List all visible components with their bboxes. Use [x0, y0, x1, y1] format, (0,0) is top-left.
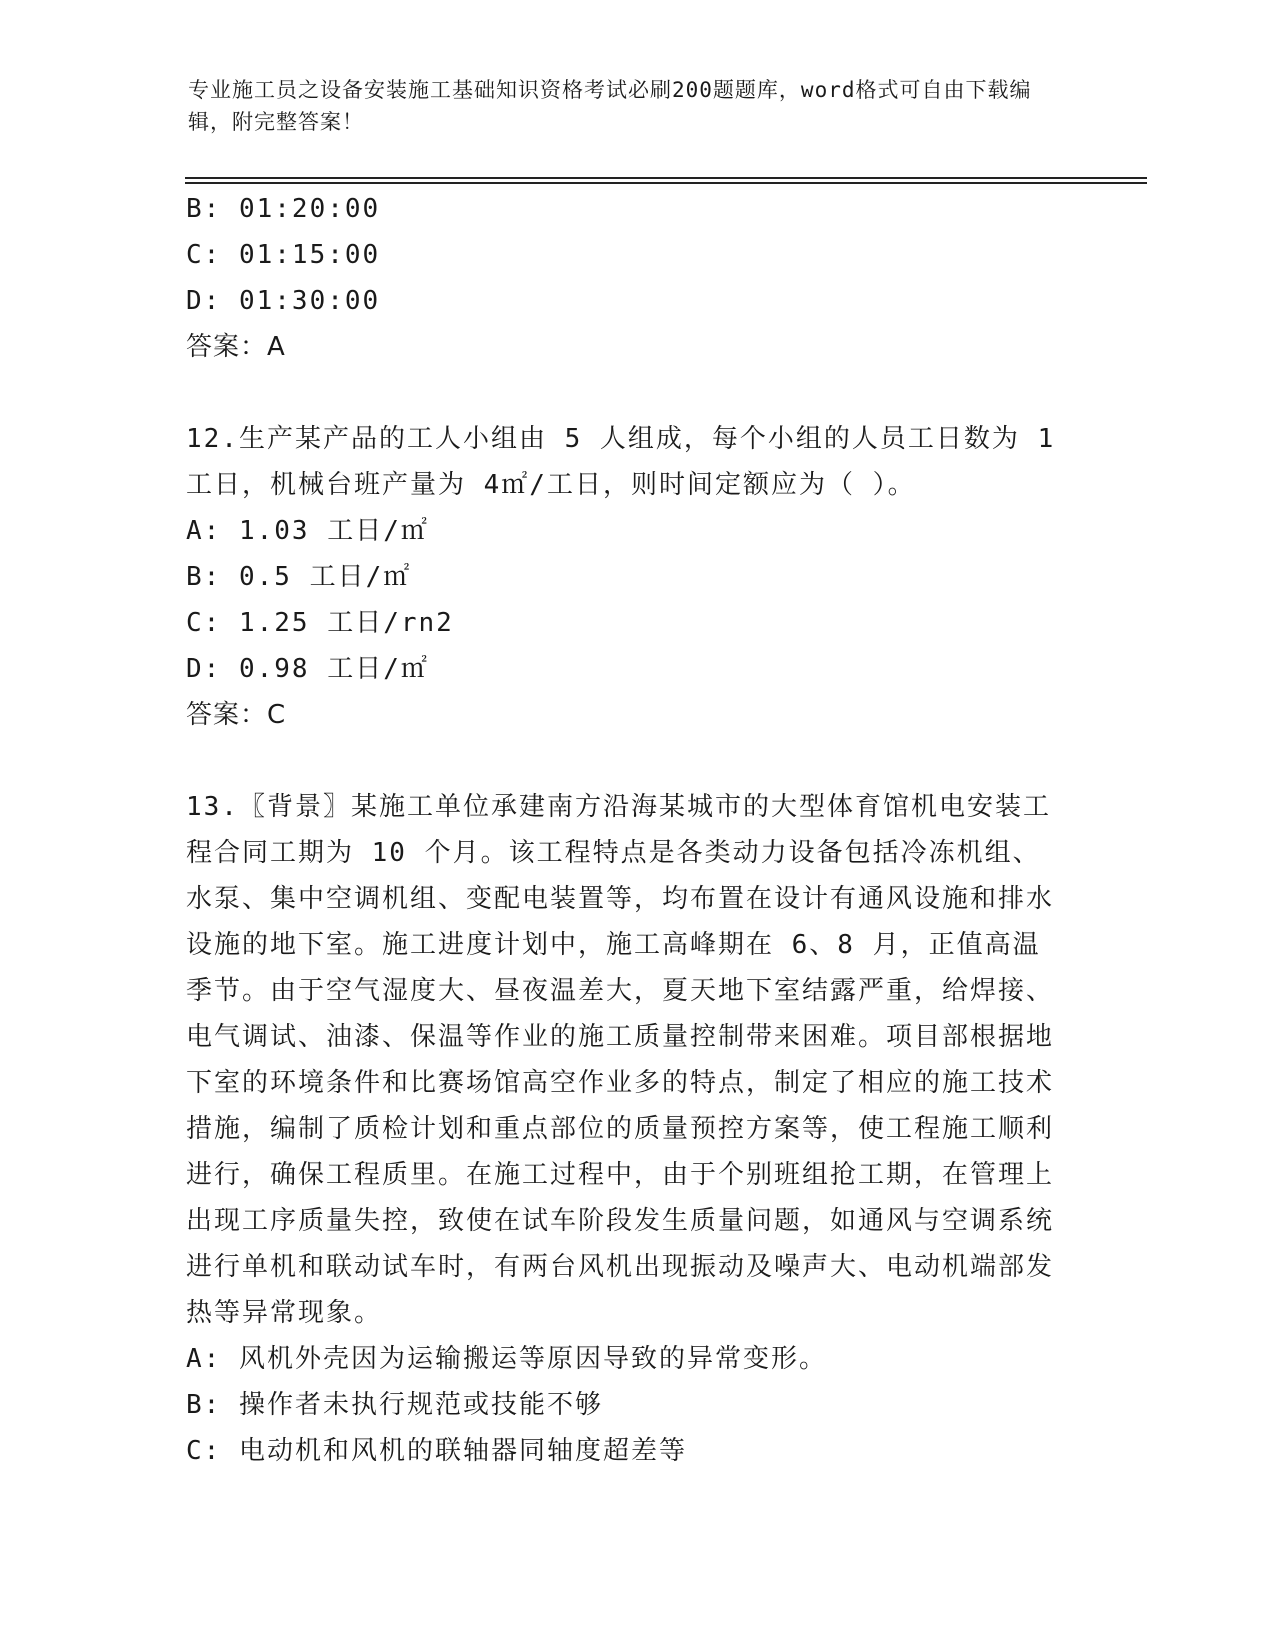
q11-option-b: B: 01:20:00: [186, 194, 381, 224]
q12-answer: 答案：C: [186, 700, 287, 730]
header-rule-bottom: [185, 182, 1147, 184]
q12-option-b: B: 0.5 工日/㎡: [186, 562, 412, 592]
q11-answer: 答案：A: [186, 332, 286, 362]
q12-option-d: D: 0.98 工日/㎡: [186, 654, 429, 684]
document-body: [186, 186, 1066, 1474]
q12-stem: 12.生产某产品的工人小组由 5 人组成，每个小组的人员工日数为 1 工日，机械台班产量为 4㎡/工日，则时间定额应为（ ）。: [186, 424, 1056, 500]
spacer: [186, 738, 1066, 784]
header-rule-top: [185, 177, 1147, 179]
q13-option-a: A: 风机外壳因为运输搬运等原因导致的异常变形。: [186, 1344, 827, 1374]
q11-option-c: C: 01:15:00: [186, 240, 381, 270]
q12-option-a: A: 1.03 工日/㎡: [186, 516, 429, 546]
q12-option-c: C: 1.25 工日/rn2: [186, 608, 454, 638]
document-header: 专业施工员之设备安装施工基础知识资格考试必刷200题题库，word格式可自由下载编辑，附完整答案！: [188, 78, 1032, 134]
q11-option-d: D: 01:30:00: [186, 286, 381, 316]
q13-stem: 13.〖背景〗某施工单位承建南方沿海某城市的大型体育馆机电安装工程合同工期为 10 个月。该工程特点是各类动力设备包括冷冻机组、水泵、集中空调机组、变配电装置等，均布置在设计有通风设施和排水设施的地下室。施工进度计划中，施工高峰期在 6、8 月，正值高温季节。由于空气湿度大、昼夜温差大，夏天地下室结露严重，给焊接、电气调试、油漆、保温等作业的施工质量控制带来困难。项目部根据地下室的环境条件和比赛场馆高空作业多的特点，制定了相应的施工技术措施，编制了质检计划和重点部位的质量预控方案等，使工程施工顺利进行，确保工程质里。在施工过程中，由于个别班组抢工期，在管理上出现工序质量失控，致使在试车阶段发生质量问题，如通风与空调系统进行单机和联动试车时，有两台风机出现振动及噪声大、电动机端部发热等异常现象。: [186, 792, 1055, 1328]
q13-option-c: C: 电动机和风机的联轴器同轴度超差等: [186, 1436, 687, 1466]
spacer: [186, 370, 1066, 416]
q13-option-b: B: 操作者未执行规范或技能不够: [186, 1390, 603, 1420]
